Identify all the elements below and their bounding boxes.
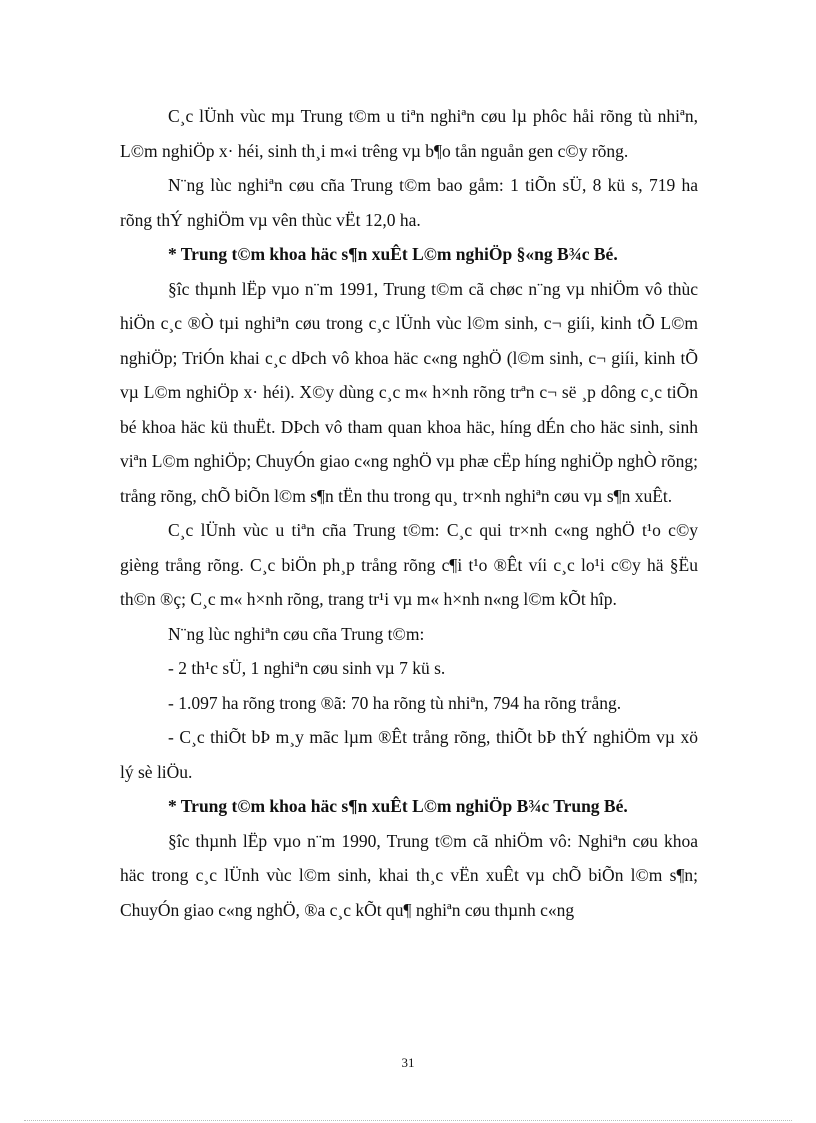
paragraph-priority-fields: C¸c lÜnh vùc mµ Trung t©m u tiªn nghiªn cøu lµ phôc håi rõng tù nhiªn, L©m nghiÖp x· héi, sinh th¸i m«i trêng vµ b¶o tån nguån gen c©y rõng. [120,106,698,161]
list-item-staff: - 2 th¹c sÜ, 1 nghiªn cøu sinh vµ 7 kü s. [168,658,446,678]
page-bottom-divider [24,1120,792,1121]
list-item-equipment: - C¸c thiÕt bÞ m¸y mãc lµm ®Êt trång rõng, thiÕt bÞ thÝ nghiÖm vµ xö lý sè liÖu. [120,727,698,782]
section-heading-northeast-center: * Trung t©m khoa häc s¶n xuÊt L©m nghiÖp §«ng B¾c Bé. [168,244,618,264]
list-item-forest-area: - 1.097 ha rõng trong ®ã: 70 ha rõng tù nhiªn, 794 ha rõng trång. [168,692,622,713]
paragraph-northeast-founding: §îc thµnh lËp vµo n¨m 1991, Trung t©m cã chøc n¨ng vµ nhiÖm vô thùc hiÖn c¸c ®Ò tµi nghiªn cøu trong c¸c lÜnh vùc l©m sinh, c¬ giíi, kinh tÕ L©m nghiÖp; TriÓn khai c¸c dÞch vô khoa häc c«ng nghÖ (l©m sinh, c¬ giíi, kinh tÕ vµ L©m nghiÖp x· héi). X©y dùng c¸c m« h×nh rõng trªn c¬ së ¸p dông c¸c tiÕn bé khoa häc kü thuËt. DÞch vô tham quan khoa häc, híng dÉn cho häc sinh, sinh viªn L©m nghiÖp; ChuyÓn giao c«ng nghÖ vµ phæ cËp híng nghiÖp nghÒ rõng; trång rõng, chÕ biÕn l©m s¶n tËn thu trong qu¸ tr×nh nghiªn cøu vµ s¶n xuÊt. [120,278,698,506]
page-number: 31 [401,1055,415,1070]
paragraph-northeast-capacity: N¨ng lùc nghiªn cøu cña Trung t©m: [168,623,425,644]
section-heading-north-central-center: * Trung t©m khoa häc s¶n xuÊt L©m nghiÖp B¾c Trung Bé. [168,796,628,816]
page-body [120,99,698,927]
paragraph-research-capacity: N¨ng lùc nghiªn cøu cña Trung t©m bao gåm: 1 tiÕn sÜ, 8 kü s, 719 ha rõng thÝ nghiÖm vµ vên thùc vËt 12,0 ha. [120,175,698,230]
paragraph-northeast-priorities: C¸c lÜnh vùc u tiªn cña Trung t©m: C¸c qui tr×nh c«ng nghÖ t¹o c©y gièng trång rõng. C¸c biÖn ph¸p trång rõng c¶i t¹o ®Êt víi c¸c lo¹i c©y hä §Ëu th©n ®ç; C¸c m« h×nh rõng, trang tr¹i vµ m« h×nh n«ng l©m kÕt hîp. [120,520,698,609]
paragraph-north-central-founding: §îc thµnh lËp vµo n¨m 1990, Trung t©m cã nhiÖm vô: Nghiªn cøu khoa häc trong c¸c lÜnh vùc l©m sinh, khai th¸c vËn xuÊt vµ chÕ biÕn l©m s¶n; ChuyÓn giao c«ng nghÖ, ®a c¸c kÕt qu¶ nghiªn cøu thµnh c«ng [120,830,698,920]
